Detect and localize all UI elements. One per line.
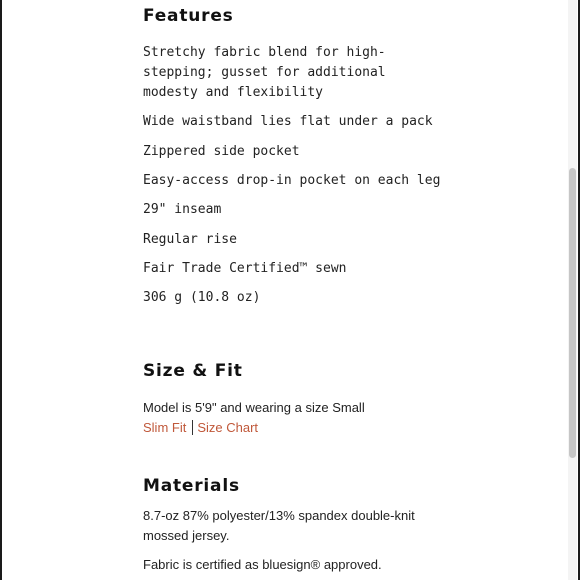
scrollbar-thumb[interactable] bbox=[569, 168, 576, 458]
feature-item: Wide waistband lies flat under a pack bbox=[143, 114, 433, 129]
size-fit-heading: Size & Fit bbox=[143, 361, 243, 381]
model-size-text: Model is 5'9" and wearing a size Small bbox=[143, 400, 365, 415]
fit-links bbox=[143, 418, 523, 438]
features-section bbox=[143, 6, 443, 305]
slim-fit-link[interactable]: Slim Fit bbox=[143, 420, 187, 435]
materials-fabric-text: 8.7-oz 87% polyester/13% spandex double-knit mossed jersey. bbox=[143, 508, 415, 543]
materials-section bbox=[143, 476, 523, 572]
materials-heading: Materials bbox=[143, 476, 240, 496]
feature-item: Zippered side pocket bbox=[143, 144, 300, 159]
features-heading: Features bbox=[143, 6, 234, 26]
link-divider bbox=[192, 420, 193, 435]
feature-item: Fair Trade Certified™ sewn bbox=[143, 261, 347, 276]
materials-cert-text: Fabric is certified as bluesign® approved. bbox=[143, 557, 382, 572]
feature-item: Easy-access drop-in pocket on each leg bbox=[143, 173, 441, 188]
left-border bbox=[0, 0, 2, 580]
feature-item: 29" inseam bbox=[143, 202, 222, 217]
size-fit-section bbox=[143, 361, 523, 435]
feature-item: Stretchy fabric blend for high-stepping; gusset for additional modesty and flexibility bbox=[143, 45, 386, 100]
feature-item: 306 g (10.8 oz) bbox=[143, 290, 261, 305]
size-chart-link[interactable]: Size Chart bbox=[197, 420, 259, 435]
feature-item: Regular rise bbox=[143, 232, 237, 247]
